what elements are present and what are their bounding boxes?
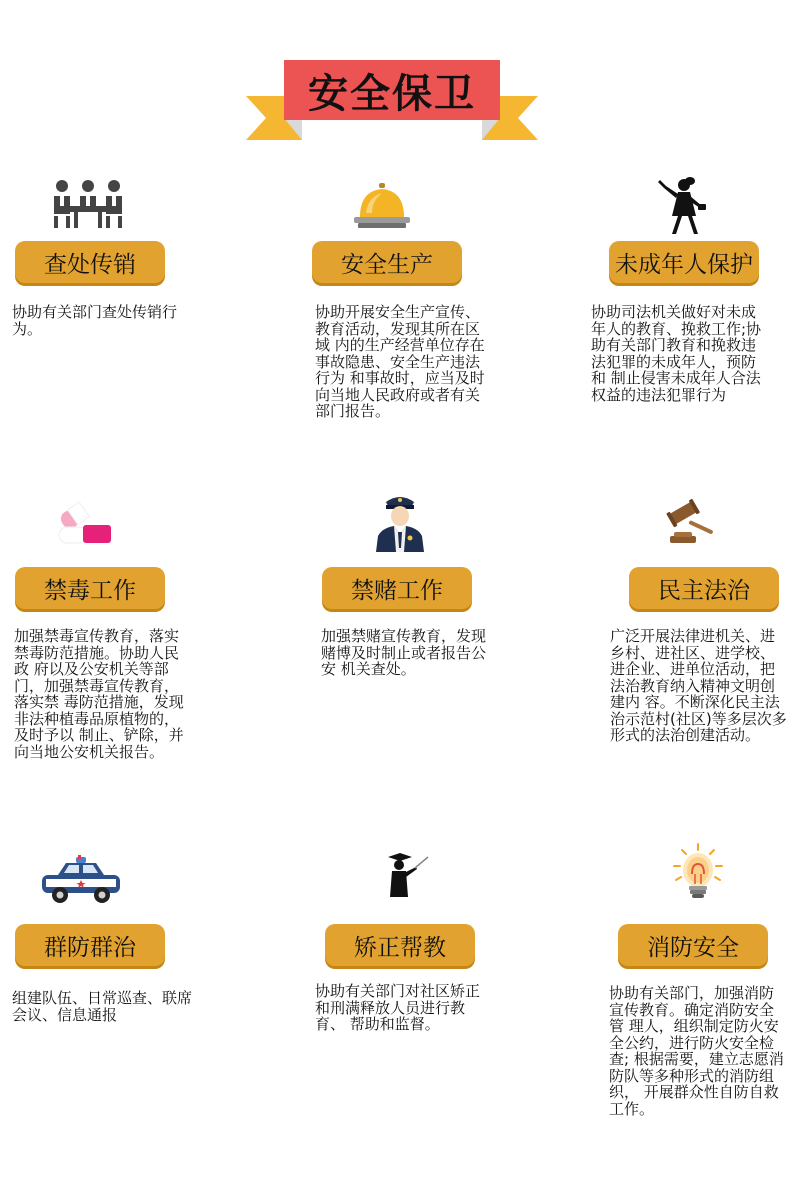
gavel-icon: [666, 498, 718, 548]
item-title: 群防群治: [15, 924, 165, 966]
item-description: 协助有关部门对社区矫正和刑满释放人员进行教育、 帮助和监督。: [315, 982, 481, 1033]
page-title: 安全保卫: [308, 70, 476, 117]
item-description: 加强禁毒宣传教育，落实禁毒防范措施。协助人民政 府以及公安机关等部门，加强禁毒宣传教育，落实禁 毒防范措施，发现非法种植毒品原植物的，及时予以 制止、铲除，并向当地公安机关报告。: [14, 627, 184, 761]
police-car-icon: [40, 855, 122, 909]
item-description: 协助有关部门查处传销行为。: [12, 303, 178, 338]
service-bell-icon: [352, 183, 412, 233]
item-description: 协助有关部门，加强消防宣传教育。确定消防安全管 理人，组织制定防火安全公约，进行防火安全检查; 根据需要，建立志愿消防队等多种形式的消防组织， 开展群众性自防自救工作。: [609, 984, 784, 1118]
meeting-people-icon: [50, 178, 128, 234]
item-description: 广泛开展法律进机关、进乡村、进社区、进学校、进企业、进单位活动，把法治教育纳入精神文明创建内 容。不断深化民主法治示范村(社区)等多层次多形式的法治创建活动。: [610, 627, 787, 744]
item-title: 查处传销: [15, 241, 165, 283]
light-bulb-icon: [670, 842, 726, 908]
item-title: 禁毒工作: [15, 567, 165, 609]
item-title: 安全生产: [312, 241, 462, 283]
item-title: 消防安全: [618, 924, 768, 966]
girl-running-icon: [652, 176, 710, 240]
item-description: 加强禁赌宣传教育，发现赌博及时制止或者报告公安 机关查处。: [321, 627, 487, 678]
teacher-pointer-icon: [382, 853, 430, 903]
item-title: 未成年人保护: [609, 241, 759, 283]
item-description: 组建队伍、日常巡查、联席会议、信息通报: [12, 989, 193, 1024]
item-title: 矫正帮教: [325, 924, 475, 966]
title-banner: [244, 60, 540, 142]
item-title: 禁赌工作: [322, 567, 472, 609]
police-officer-icon: [374, 492, 426, 556]
item-title: 民主法治: [629, 567, 779, 609]
item-description: 协助司法机关做好对未成年人的教育、挽救工作;协 助有关部门教育和挽救违法犯罪的未成年人，预防和 制止侵害未成年人合法权益的违法犯罪行为: [591, 303, 762, 404]
item-description: 协助开展安全生产宣传、教育活动，发现其所在区域 内的生产经营单位存在事故隐患、安全生产违法行为 和事故时，应当及时向当地人民政府或者有关部门报告。: [315, 303, 485, 420]
pill-capsule-icon: [57, 497, 113, 549]
